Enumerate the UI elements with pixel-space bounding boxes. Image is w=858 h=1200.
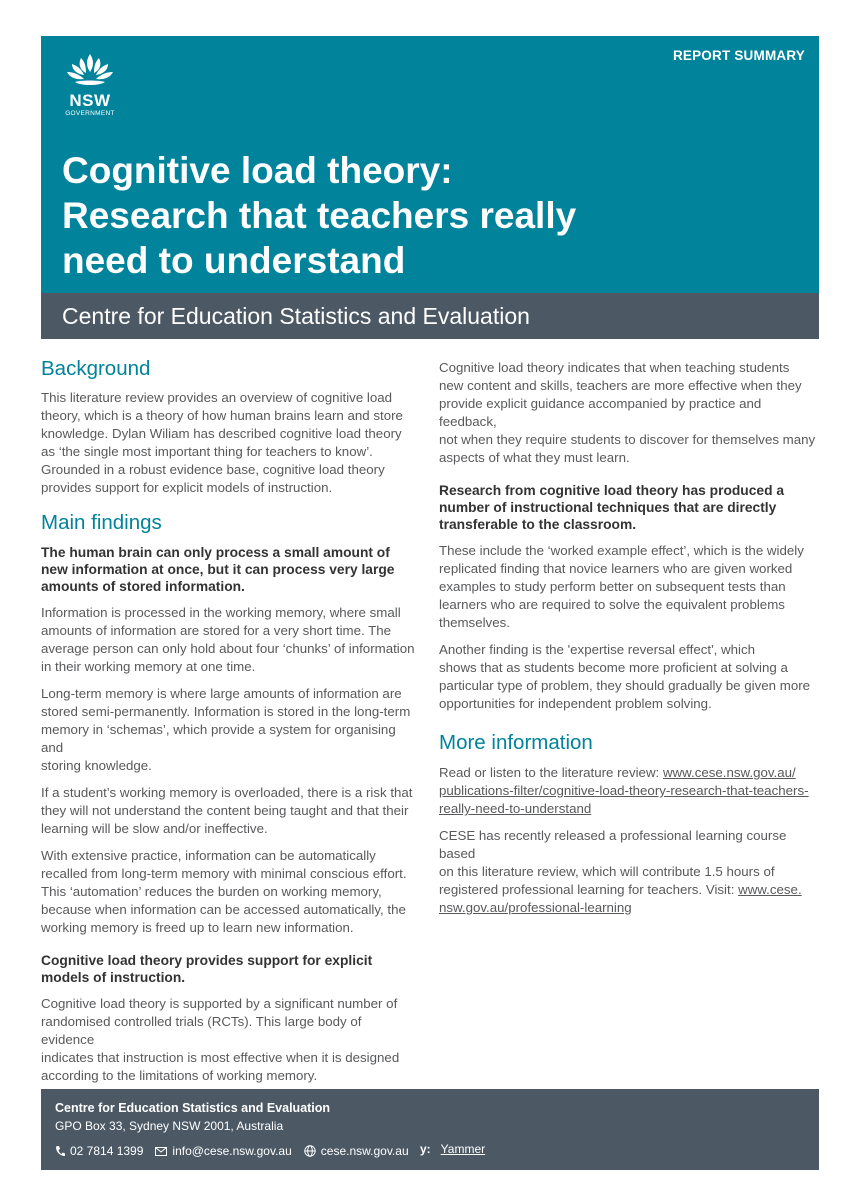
title-line: need to understand: [62, 240, 406, 281]
header-banner: [41, 36, 819, 293]
explicit-guidance-paragraph: Cognitive load theory indicates that when teaching students new content and skills, teachers are more effective when they provide explicit guidance accompanied by practice and feedback, not when they require students to discover for themselves many aspects of what they must learn.: [439, 360, 816, 465]
footer-yammer[interactable]: [420, 1142, 485, 1156]
literature-review-paragraph: Read or listen to the literature review: www.cese.nsw.gov.au/ publications-filter/cognitive-load-theory-research-that-teachers- really-need-to-understand: [439, 765, 809, 816]
techniques-heading: Research from cognitive load theory has produced a number of instructional techniques that are directly transferable to the classroom.: [439, 483, 785, 532]
left-column: [41, 356, 416, 1085]
footer-contacts: [55, 1144, 421, 1158]
logo-nsw-text: NSW: [69, 91, 111, 110]
footer: [41, 1089, 819, 1170]
finding-1-paragraph-3: If a student’s working memory is overloaded, there is a risk that they will not understand the content being taught and that their learning will be slow and/or ineffective.: [41, 785, 413, 836]
report-label: REPORT SUMMARY: [672, 48, 805, 63]
page-title: [62, 148, 782, 283]
subtitle-bar: [41, 293, 819, 339]
yammer-link[interactable]: Yammer: [440, 1142, 486, 1156]
nsw-government-logo: [59, 52, 121, 122]
yammer-icon: y:: [420, 1142, 431, 1156]
professional-learning-link[interactable]: nsw.gov.au/professional-learning: [439, 900, 632, 915]
title-line: Cognitive load theory:: [62, 150, 453, 191]
finding-1-paragraph-2: Long-term memory is where large amounts of information are stored semi-permanently. Information is stored in the long-term memory in ‘schemas’, which provide a system for organising and storing knowledge.: [41, 686, 411, 773]
title-line: Research that teachers really: [62, 195, 577, 236]
finding-1-paragraph-4: With extensive practice, information can be automatically recalled from long-term memory with minimal conscious effort. This ‘automation’ reduces the burden on working memory, because when information can be accessed automatically, the working memory is freed up to learn new information.: [41, 848, 407, 935]
footer-email[interactable]: info@cese.nsw.gov.au: [155, 1144, 291, 1158]
right-column: [439, 359, 819, 917]
subtitle: Centre for Education Statistics and Evaluation: [62, 303, 530, 329]
professional-learning-link[interactable]: www.cese.: [738, 882, 802, 897]
background-heading: Background: [41, 357, 151, 380]
footer-website[interactable]: cese.nsw.gov.au: [304, 1144, 409, 1158]
professional-learning-paragraph: CESE has recently released a professional learning course based on this literature review, which will contribute 1.5 hours of registered professional learning for teachers. Visit: www.cese. nsw.gov.au/professional-learning: [439, 828, 802, 915]
background-paragraph: This literature review provides an overview of cognitive load theory, which is a theory of how human brains learn and store knowledge. Dylan Wiliam has described cognitive load theory as ‘the single most important thing for teachers to know’. Grounded in a robust evidence base, cognitive load theory provides support for explicit models of instruction.: [41, 390, 403, 495]
email-icon: [155, 1147, 167, 1156]
finding-1-heading: The human brain can only process a small amount of new information at once, but it can process very large amounts of stored information.: [41, 545, 395, 594]
main-findings-heading: Main findings: [41, 511, 162, 534]
finding-1-paragraph-1: Information is processed in the working memory, where small amounts of information are stored for a very short time. The average person can only hold about four ‘chunks’ of information in their working memory at one time.: [41, 605, 415, 674]
worked-example-paragraph: These include the ‘worked example effect’, which is the widely replicated finding that novice learners who are given worked examples to study perform better on subsequent tests than learners who are required to solve the equivalent problems themselves.: [439, 543, 804, 630]
finding-2-heading: Cognitive load theory provides support for explicit models of instruction.: [41, 953, 373, 985]
globe-icon: [304, 1145, 316, 1157]
more-information-heading: More information: [439, 731, 593, 754]
footer-phone[interactable]: 02 7814 1399: [55, 1144, 143, 1158]
literature-review-link[interactable]: really-need-to-understand: [439, 801, 592, 816]
literature-review-link[interactable]: www.cese.nsw.gov.au/: [662, 765, 796, 780]
phone-icon: [55, 1145, 65, 1157]
footer-address: GPO Box 33, Sydney NSW 2001, Australia: [55, 1119, 284, 1133]
expertise-reversal-paragraph: Another finding is the 'expertise reversal effect', which shows that as students become more proficient at solving a particular type of problem, they should gradually be given more opportunities for independent problem solving.: [439, 642, 811, 711]
finding-2-paragraph: Cognitive load theory is supported by a significant number of randomised controlled trials (RCTs). This large body of evidence indicates that instruction is most effective when it is designed according to the limitations of working memory.: [41, 996, 400, 1083]
waratah-icon: [59, 52, 121, 92]
literature-review-link[interactable]: publications-filter/cognitive-load-theory-research-that-teachers-: [439, 783, 809, 798]
logo-government-text: GOVERNMENT: [65, 110, 115, 117]
footer-org-name: Centre for Education Statistics and Evaluation: [55, 1101, 331, 1115]
